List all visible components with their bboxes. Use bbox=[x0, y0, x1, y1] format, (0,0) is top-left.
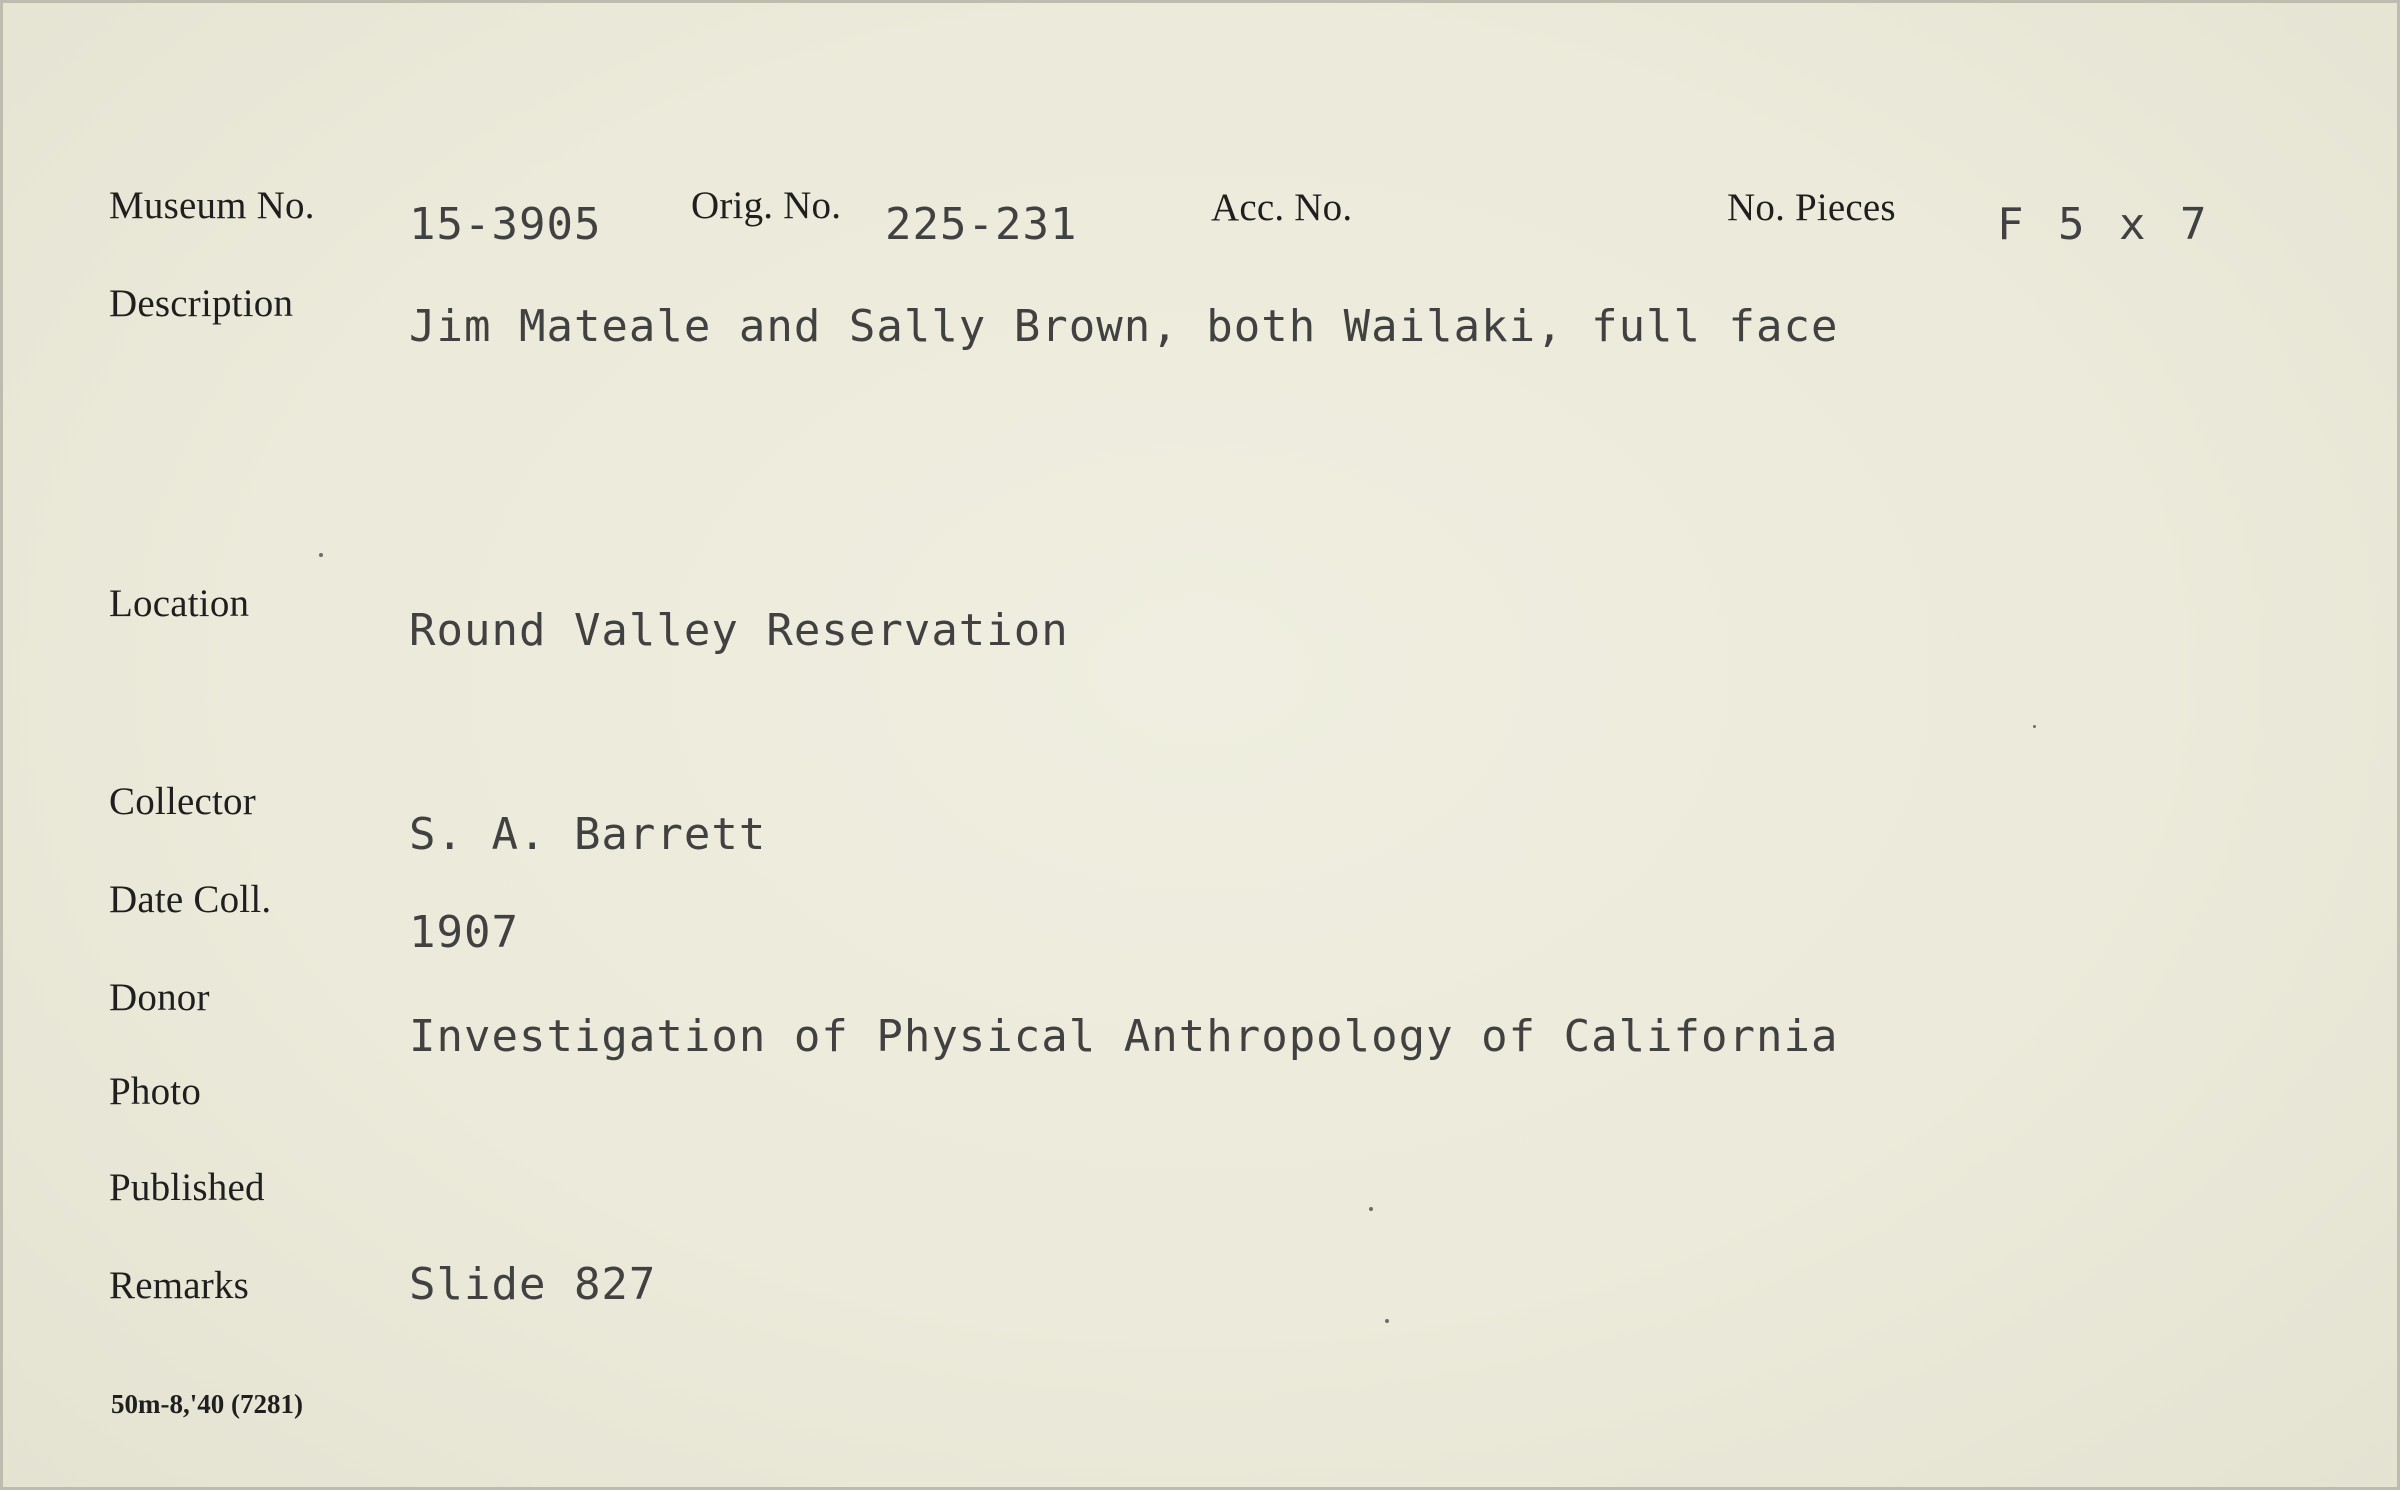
date-coll-label: Date Coll. bbox=[109, 878, 272, 921]
no-pieces-value: F 5 x 7 bbox=[1997, 199, 2211, 250]
orig-no-value: 225-231 bbox=[885, 199, 1078, 250]
paper-speck bbox=[2033, 725, 2036, 728]
date-coll-value: 1907 bbox=[409, 907, 519, 958]
photo-label: Photo bbox=[109, 1070, 202, 1113]
location-value: Round Valley Reservation bbox=[409, 605, 1069, 656]
location-label: Location bbox=[109, 582, 250, 625]
no-pieces-label: No. Pieces bbox=[1727, 186, 1896, 229]
description-label: Description bbox=[109, 282, 294, 325]
form-code: 50m-8,'40 (7281) bbox=[111, 1389, 303, 1419]
museum-no-label: Museum No. bbox=[109, 184, 315, 227]
orig-no-label: Orig. No. bbox=[691, 184, 842, 227]
donor-label: Donor bbox=[109, 976, 210, 1019]
museum-no-value: 15-3905 bbox=[409, 199, 602, 250]
remarks-value: Slide 827 bbox=[409, 1259, 657, 1310]
donor-value: Investigation of Physical Anthropology of California bbox=[409, 1011, 1839, 1062]
collector-label: Collector bbox=[109, 780, 256, 823]
paper-speck bbox=[1369, 1207, 1373, 1211]
published-label: Published bbox=[109, 1166, 265, 1209]
acc-no-label: Acc. No. bbox=[1211, 186, 1353, 229]
paper-speck bbox=[319, 553, 323, 557]
collector-value: S. A. Barrett bbox=[409, 809, 767, 860]
paper-speck bbox=[1385, 1319, 1389, 1323]
description-value: Jim Mateale and Sally Brown, both Wailaki, full face bbox=[409, 301, 1839, 352]
remarks-label: Remarks bbox=[109, 1264, 250, 1307]
